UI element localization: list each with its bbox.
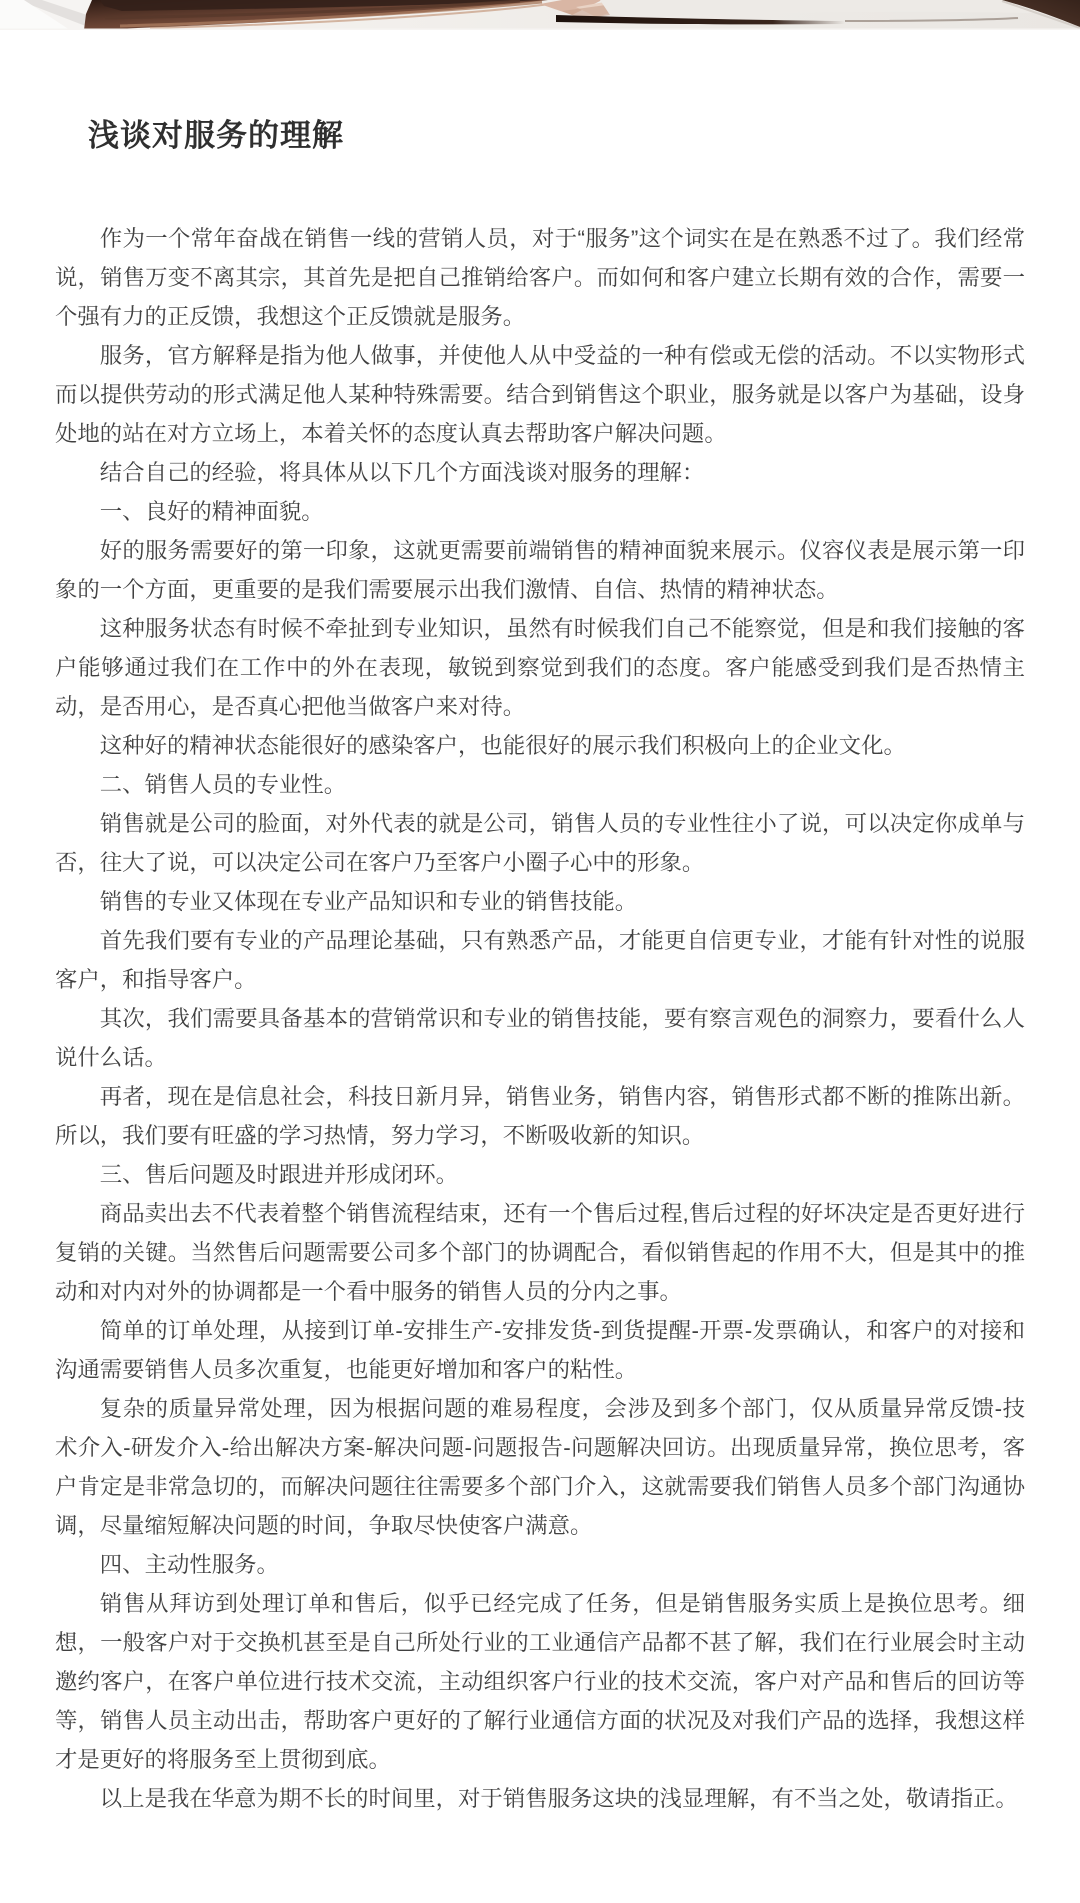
paragraph: 销售就是公司的脸面，对外代表的就是公司，销售人员的专业性往小了说，可以决定你成单与否，往大了说，可以决定公司在客户乃至客户小圈子心中的形象。 (55, 811, 1025, 875)
article-body (0, 219, 1080, 1818)
section-heading: 三、售后问题及时跟进并形成闭环。 (99, 1162, 459, 1187)
paragraph: 其次，我们需要具备基本的营销常识和专业的销售技能，要有察言观色的洞察力，要看什么人说什么话。 (55, 1006, 1025, 1070)
open-book-photo (0, 0, 1080, 30)
section-heading: 二、销售人员的专业性。 (99, 772, 347, 797)
page-title: 浅谈对服务的理解 (88, 118, 344, 153)
paragraph: 这种好的精神状态能很好的感染客户，也能很好的展示我们积极向上的企业文化。 (99, 733, 906, 758)
paragraph: 这种服务状态有时候不牵扯到专业知识，虽然有时候我们自己不能察觉，但是和我们接触的客户能够通过我们在工作中的外在表现，敏锐到察觉到我们的态度。客户能感受到我们是否热情主动，是否用心，是否真心把他当做客户来对待。 (55, 616, 1025, 719)
paragraph: 销售的专业又体现在专业产品知识和专业的销售技能。 (99, 889, 638, 914)
paragraph: 销售从拜访到处理订单和售后，似乎已经完成了任务，但是销售服务实质上是换位思考。细想，一般客户对于交换机甚至是自己所处行业的工业通信产品都不甚了解，我们在行业展会时主动邀约客户，在客户单位进行技术交流，主动组织客户行业的技术交流，客户对产品和售后的回访等等，销售人员主动出击，帮助客户更好的了解行业通信方面的状况及对我们产品的选择，我想这样才是更好的将服务至上贯彻到底。 (55, 1591, 1025, 1772)
paragraph: 作为一个常年奋战在销售一线的营销人员，对于“服务”这个词实在是在熟悉不过了。我们经常说，销售万变不离其宗，其首先是把自己推销给客户。而如何和客户建立长期有效的合作，需要一个强有力的正反馈，我想这个正反馈就是服务。 (55, 226, 1025, 329)
paragraph: 好的服务需要好的第一印象，这就更需要前端销售的精神面貌来展示。仪容仪表是展示第一印象的一个方面，更重要的是我们需要展示出我们激情、自信、热情的精神状态。 (55, 538, 1025, 602)
paragraph: 简单的订单处理，从接到订单-安排生产-安排发货-到货提醒-开票-发票确认，和客户的对接和沟通需要销售人员多次重复，也能更好增加和客户的粘性。 (55, 1318, 1025, 1382)
paragraph: 再者，现在是信息社会，科技日新月异，销售业务，销售内容，销售形式都不断的推陈出新。所以，我们要有旺盛的学习热情，努力学习，不断吸收新的知识。 (55, 1084, 1025, 1148)
paragraph: 首先我们要有专业的产品理论基础，只有熟悉产品，才能更自信更专业，才能有针对性的说服客户，和指导客户。 (55, 928, 1025, 992)
paragraph: 以上是我在华意为期不长的时间里，对于销售服务这块的浅显理解，有不当之处，敬请指正。 (99, 1786, 1018, 1811)
paragraph: 结合自己的经验，将具体从以下几个方面浅谈对服务的理解： (99, 460, 705, 485)
paragraph: 复杂的质量异常处理，因为根据问题的难易程度，会涉及到多个部门，仅从质量异常反馈-技术介入-研发介入-给出解决方案-解决问题-问题报告-问题解决回访。出现质量异常，换位思考，客户肯定是非常急切的，而解决问题往往需要多个部门介入，这就需要我们销售人员多个部门沟通协调，尽量缩短解决问题的时间，争取尽快使客户满意。 (55, 1396, 1025, 1538)
paragraph: 服务，官方解释是指为他人做事，并使他人从中受益的一种有偿或无偿的活动。不以实物形式而以提供劳动的形式满足他人某种特殊需要。结合到销售这个职业，服务就是以客户为基础，设身处地的站在对方立场上，本着关怀的态度认真去帮助客户解决问题。 (55, 343, 1025, 446)
section-heading: 一、良好的精神面貌。 (99, 499, 324, 524)
section-heading: 四、主动性服务。 (99, 1552, 279, 1577)
paragraph: 商品卖出去不代表着整个销售流程结束，还有一个售后过程,售后过程的好坏决定是否更好进行复销的关键。当然售后问题需要公司多个部门的协调配合，看似销售起的作用不大，但是其中的推动和对内对外的协调都是一个看中服务的销售人员的分内之事。 (55, 1201, 1025, 1304)
